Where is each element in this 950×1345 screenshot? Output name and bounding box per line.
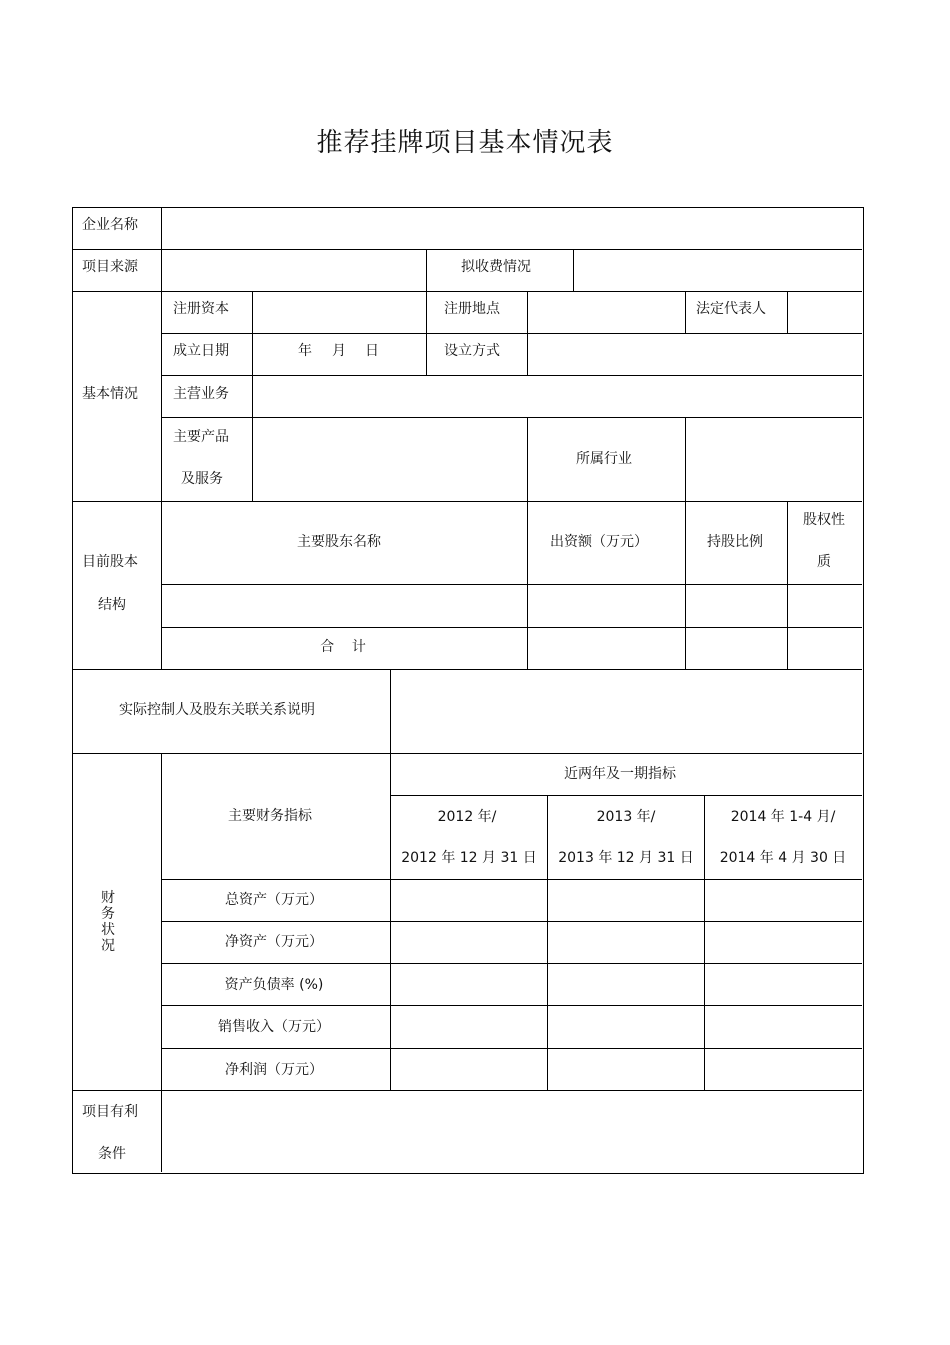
table-rule (161, 627, 862, 628)
main-products-label: 主要产品 (173, 429, 229, 445)
share-ratio-header: 持股比例 (707, 534, 763, 550)
table-rule (390, 669, 391, 1090)
table-rule (390, 795, 862, 796)
finance-row-label: 净资产（万元） (225, 934, 323, 950)
industry-label: 所属行业 (576, 451, 632, 467)
table-rule (787, 501, 788, 669)
finance-row-label: 资产负债率 (%) (224, 977, 324, 993)
finance-row-label: 总资产（万元） (225, 892, 323, 908)
page-title: 推荐挂牌项目基本情况表 (316, 128, 614, 158)
table-rule (161, 879, 862, 880)
finance-label: 财务状况 (101, 890, 115, 954)
table-rule (527, 291, 528, 375)
setup-method-label: 设立方式 (444, 343, 500, 359)
company-name-label: 企业名称 (82, 217, 138, 233)
main-products-label: 及服务 (181, 471, 223, 487)
table-rule (573, 249, 574, 291)
table-rule (527, 417, 528, 669)
table-rule (72, 501, 862, 502)
table-rule (787, 291, 788, 333)
finance-row-label: 净利润（万元） (225, 1062, 323, 1078)
table-rule (161, 753, 162, 1172)
advantage-label: 项目有利 (82, 1104, 138, 1120)
project-source-label: 项目来源 (82, 259, 138, 275)
equity-label: 结构 (98, 597, 126, 613)
basic-info-label: 基本情况 (82, 386, 138, 402)
finance-row-label: 销售收入（万元） (218, 1019, 330, 1035)
reg-place-label: 注册地点 (444, 301, 500, 317)
table-rule (72, 249, 862, 250)
table-rule (161, 1005, 862, 1006)
equity-label: 目前股本 (82, 554, 138, 570)
period-2012: 2012 年/ (437, 809, 497, 825)
period-2014: 2014 年 4 月 30 日 (719, 850, 847, 866)
date-day: 日 (365, 343, 379, 359)
table-rule (72, 291, 862, 292)
table-rule (704, 795, 705, 1090)
reg-capital-label: 注册资本 (173, 301, 229, 317)
table-rule (161, 333, 862, 334)
controller-label: 实际控制人及股东关联关系说明 (119, 702, 315, 718)
equity-nature-header: 股权性 (803, 512, 845, 528)
table-rule (547, 795, 548, 1090)
date-month: 月 (332, 343, 346, 359)
table-rule (161, 375, 862, 376)
total-label: 合 计 (320, 639, 366, 655)
table-rule (161, 207, 162, 669)
table-rule (161, 963, 862, 964)
table-rule (72, 753, 862, 754)
advantage-label: 条件 (98, 1146, 126, 1162)
table-rule (72, 1090, 862, 1091)
est-date-label: 成立日期 (173, 343, 229, 359)
table-rule (161, 1048, 862, 1049)
period-2012: 2012 年 12 月 31 日 (401, 850, 537, 866)
period-2013: 2013 年/ (596, 809, 656, 825)
table-rule (685, 291, 686, 333)
date-year: 年 (298, 343, 312, 359)
table-rule (161, 584, 862, 585)
table-rule (685, 417, 686, 669)
equity-nature-header: 质 (817, 554, 831, 570)
indicator-header: 主要财务指标 (228, 808, 312, 824)
period-2014: 2014 年 1-4 月/ (730, 809, 836, 825)
legal-rep-label: 法定代表人 (696, 301, 766, 317)
fee-label: 拟收费情况 (461, 259, 531, 275)
main-business-label: 主营业务 (173, 386, 229, 402)
table-rule (72, 669, 862, 670)
shareholder-name-header: 主要股东名称 (297, 534, 381, 550)
table-rule (252, 291, 253, 501)
table-rule (426, 249, 427, 291)
period-header: 近两年及一期指标 (564, 766, 676, 782)
capital-amount-header: 出资额（万元） (550, 534, 648, 550)
period-2013: 2013 年 12 月 31 日 (558, 850, 694, 866)
table-rule (161, 417, 862, 418)
table-rule (426, 291, 427, 375)
table-rule (161, 921, 862, 922)
